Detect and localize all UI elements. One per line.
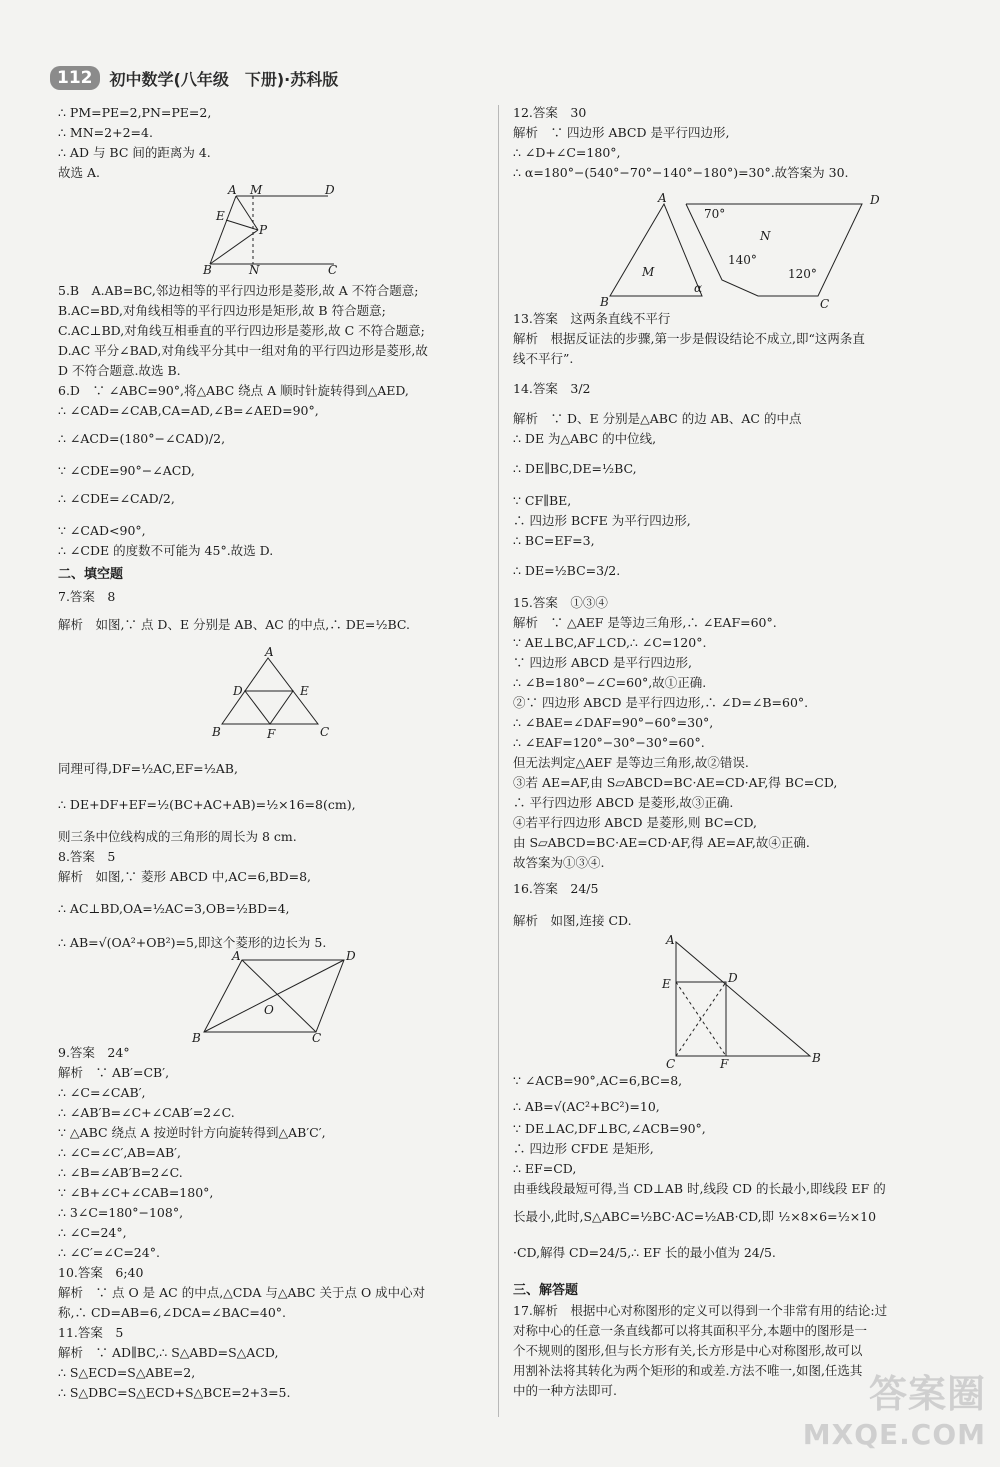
text-line: ∴ 平行四边形 ABCD 是菱形,故③正确. xyxy=(513,795,734,810)
fig16-label: D xyxy=(728,971,738,985)
figure-q8 xyxy=(188,948,368,1048)
text-line: 16.答案 24/5 xyxy=(513,881,599,896)
text-line: ∴ ∠D+∠C=180°, xyxy=(513,145,621,160)
fig12-label: B xyxy=(600,295,609,309)
text-line: ∴ AB=√(AC²+BC²)=10, xyxy=(513,1099,660,1114)
text-line: 6.D ∵ ∠ABC=90°,将△ABC 绕点 A 顺时针旋转得到△AED, xyxy=(58,383,409,398)
fig8-label: D xyxy=(346,949,356,963)
text-line: C.AC⊥BD,对角线互相垂直的平行四边形是菱形,故 C 不符合题意; xyxy=(58,323,425,338)
fig7-label: C xyxy=(320,725,330,739)
text-line: 解析 ∵ AD∥BC,∴ S△ABD=S△ACD, xyxy=(58,1345,279,1360)
text-line: 二、填空题 xyxy=(58,567,124,582)
fig4-label: B xyxy=(203,263,212,276)
text-line: ∵ DE⊥AC,DF⊥BC,∠ACB=90°, xyxy=(513,1121,706,1136)
text-line: 7.答案 8 xyxy=(58,589,116,604)
text-line: ∵ ∠ACB=90°,AC=6,BC=8, xyxy=(513,1073,683,1088)
text-line: ∴ α=180°−(540°−70°−140°−180°)=30°.故答案为 30. xyxy=(513,165,849,180)
text-line: 9.答案 24° xyxy=(58,1045,130,1060)
text-line: ∴ ∠ACD=(180°−∠CAD)/2, xyxy=(58,431,226,446)
text-line: ∵ ∠B+∠C+∠CAB=180°, xyxy=(58,1185,214,1200)
fig4-label: M xyxy=(250,184,263,197)
text-line: 用割补法将其转化为两个矩形的和或差.方法不唯一,如图,任选其 xyxy=(513,1363,863,1378)
fig12-label: α xyxy=(694,281,703,295)
text-line: 由垂线段最短可得,当 CD⊥AB 时,线段 CD 的长最小,即线段 EF 的 xyxy=(513,1181,886,1196)
text-line: ∴ DE=½BC=3/2. xyxy=(513,563,621,578)
text-line: ∴ ∠C=24°, xyxy=(58,1225,127,1240)
text-line: D 不符合题意.故选 B. xyxy=(58,363,181,378)
text-line: 解析 ∵ △AEF 是等边三角形,∴ ∠EAF=60°. xyxy=(513,615,777,630)
fig4-label: A xyxy=(228,184,237,197)
fig16-label: E xyxy=(662,977,671,991)
text-line: ∴ ∠CAD=∠CAB,CA=AD,∠B=∠AED=90°, xyxy=(58,403,319,418)
text-line: ∵ ∠CDE=90°−∠ACD, xyxy=(58,463,195,478)
text-line: 17.解析 根据中心对称图形的定义可以得到一个非常有用的结论:过 xyxy=(513,1303,888,1318)
fig8-label: A xyxy=(232,949,241,963)
fig12-label: D xyxy=(870,193,880,207)
text-line: 故选 A. xyxy=(58,165,100,180)
text-line: 13.答案 这两条直线不平行 xyxy=(513,311,671,326)
text-line: ∴ AD 与 BC 间的距离为 4. xyxy=(58,145,211,160)
fig16-label: A xyxy=(666,933,675,947)
text-line: ∵ 四边形 ABCD 是平行四边形, xyxy=(513,655,692,670)
fig12-label: C xyxy=(820,297,830,311)
text-line: ∵ CF∥BE, xyxy=(513,493,572,508)
text-line: ∴ DE∥BC,DE=½BC, xyxy=(513,461,637,476)
text-line: 线不平行”. xyxy=(513,351,574,366)
text-line: ∴ EF=CD, xyxy=(513,1161,577,1176)
fig12-label: 120° xyxy=(788,267,817,281)
text-line: ∵ ∠CAD<90°, xyxy=(58,523,146,538)
text-line: ∵ AE⊥BC,AF⊥CD,∴ ∠C=120°. xyxy=(513,635,707,650)
fig7-label: D xyxy=(233,684,243,698)
figure-q4 xyxy=(198,184,348,276)
text-line: 8.答案 5 xyxy=(58,849,116,864)
text-line: 11.答案 5 xyxy=(58,1325,124,1340)
text-line: 解析 ∵ 点 O 是 AC 的中点,△CDA 与△ABC 关于点 O 成中心对 xyxy=(58,1285,426,1300)
fig7-label: A xyxy=(265,645,274,659)
figure-q12 xyxy=(598,192,888,312)
text-line: ∴ MN=2+2=4. xyxy=(58,125,153,140)
book-title: 初中数学(八年级 下册)·苏科版 xyxy=(109,69,339,89)
watermark xyxy=(803,1363,986,1451)
fig16-label: F xyxy=(720,1057,729,1071)
text-line: 10.答案 6;40 xyxy=(58,1265,144,1280)
text-line: ∴ ∠B=180°−∠C=60°,故①正确. xyxy=(513,675,707,690)
text-line: 解析 如图,∵ 菱形 ABCD 中,AC=6,BD=8, xyxy=(58,869,311,884)
text-line: ∴ ∠CDE=∠CAD/2, xyxy=(58,491,175,506)
watermark-logo-text: 答案圈 xyxy=(868,1372,986,1416)
text-line: 对称中心的任意一条直线都可以将其面积平分,本题中的图形是一 xyxy=(513,1323,867,1338)
fig4-label: N xyxy=(249,263,260,276)
text-line: ④若平行四边形 ABCD 是菱形,则 BC=CD, xyxy=(513,815,757,830)
text-line: ②∵ 四边形 ABCD 是平行四边形,∴ ∠D=∠B=60°. xyxy=(513,695,809,710)
text-line: 15.答案 ①③④ xyxy=(513,595,608,610)
fig4-label: E xyxy=(216,209,225,223)
text-line: ∴ 3∠C=180°−108°, xyxy=(58,1205,184,1220)
text-line: ∴ ∠CDE 的度数不可能为 45°.故选 D. xyxy=(58,543,274,558)
text-line: 12.答案 30 xyxy=(513,105,587,120)
text-line: 但无法判定△AEF 是等边三角形,故②错误. xyxy=(513,755,749,770)
text-line: 解析 如图,∵ 点 D、E 分别是 AB、AC 的中点,∴ DE=½BC. xyxy=(58,617,410,632)
text-line: ∴ ∠AB′B=∠C+∠CAB′=2∠C. xyxy=(58,1105,235,1120)
text-line: ∴ S△DBC=S△ECD+S△BCE=2+3=5. xyxy=(58,1385,291,1400)
text-line: 同理可得,DF=½AC,EF=½AB, xyxy=(58,761,238,776)
text-line: ③若 AE=AF,由 S▱ABCD=BC·AE=CD·AF,得 BC=CD, xyxy=(513,775,838,790)
fig4-label: D xyxy=(325,184,335,197)
fig7-label: E xyxy=(300,684,309,698)
fig12-label: 70° xyxy=(704,207,726,221)
text-line: 解析 ∵ AB′=CB′, xyxy=(58,1065,170,1080)
text-line: ∴ ∠C=∠CAB′, xyxy=(58,1085,146,1100)
text-line: 长最小,此时,S△ABC=½BC·AC=½AB·CD,即 ½×8×6=½×10 xyxy=(513,1209,877,1224)
fig12-label: M xyxy=(642,265,655,279)
text-line: 解析 如图,连接 CD. xyxy=(513,913,632,928)
figure-q7 xyxy=(206,644,336,740)
fig16-label: C xyxy=(666,1057,676,1071)
text-line: 14.答案 3/2 xyxy=(513,381,591,396)
text-line: B.AC=BD,对角线相等的平行四边形是矩形,故 B 符合题意; xyxy=(58,303,386,318)
text-line: ∴ ∠EAF=120°−30°−30°=60°. xyxy=(513,735,705,750)
text-line: ∴ ∠C=∠C′,AB=AB′, xyxy=(58,1145,181,1160)
page-number: 112 xyxy=(50,66,100,90)
watermark-url: MXQE.COM xyxy=(802,1418,986,1451)
text-line: ∴ DE 为△ABC 的中位线, xyxy=(513,431,657,446)
fig12-label: A xyxy=(658,192,667,205)
text-line: 三、解答题 xyxy=(513,1283,579,1298)
text-line: ∴ S△ECD=S△ABE=2, xyxy=(58,1365,196,1380)
text-line: 称,∴ CD=AB=6,∠DCA=∠BAC=40°. xyxy=(58,1305,287,1320)
fig12-label: 140° xyxy=(728,253,757,267)
fig7-label: B xyxy=(212,725,221,739)
text-line: D.AC 平分∠BAD,对角线平分其中一组对角的平行四边形是菱形,故 xyxy=(58,343,428,358)
text-line: ∴ 四边形 CFDE 是矩形, xyxy=(513,1141,654,1156)
text-line: 解析 ∵ D、E 分别是△ABC 的边 AB、AC 的中点 xyxy=(513,411,802,426)
fig16-label: B xyxy=(812,1051,821,1065)
text-line: ∴ BC=EF=3, xyxy=(513,533,595,548)
text-line: ∴ 四边形 BCFE 为平行四边形, xyxy=(513,513,691,528)
text-line: 5.B A.AB=BC,邻边相等的平行四边形是菱形,故 A 不符合题意; xyxy=(58,283,419,298)
text-line: 故答案为①③④. xyxy=(513,855,605,870)
fig8-label: C xyxy=(312,1031,322,1045)
text-line: ∴ ∠B=∠AB′B=2∠C. xyxy=(58,1165,183,1180)
text-line: ∵ △ABC 绕点 A 按逆时针方向旋转得到△AB′C′, xyxy=(58,1125,326,1140)
fig4-label: C xyxy=(328,263,338,276)
text-line: 则三条中位线构成的三角形的周长为 8 cm. xyxy=(58,829,297,844)
text-line: 中的一种方法即可. xyxy=(513,1383,617,1398)
column-divider xyxy=(498,105,499,1417)
text-line: ∴ AB=√(OA²+OB²)=5,即这个菱形的边长为 5. xyxy=(58,935,327,950)
text-line: 个不规则的图形,但与长方形有关,长方形是中心对称图形,故可以 xyxy=(513,1343,863,1358)
page-header xyxy=(50,66,338,90)
text-line: ∴ DE+DF+EF=½(BC+AC+AB)=½×16=8(cm), xyxy=(58,797,356,812)
text-line: 由 S▱ABCD=BC·AE=CD·AF,得 AE=AF,故④正确. xyxy=(513,835,810,850)
figure-q16 xyxy=(656,932,836,1072)
fig12-label: N xyxy=(760,229,771,243)
text-line: ∴ AC⊥BD,OA=½AC=3,OB=½BD=4, xyxy=(58,901,290,916)
fig8-label: B xyxy=(192,1031,201,1045)
text-line: 解析 ∵ 四边形 ABCD 是平行四边形, xyxy=(513,125,730,140)
fig8-label: O xyxy=(264,1003,274,1017)
text-line: ∴ PM=PE=2,PN=PE=2, xyxy=(58,105,212,120)
text-line: ∴ ∠C′=∠C=24°. xyxy=(58,1245,160,1260)
fig4-label: P xyxy=(259,223,268,237)
text-line: 解析 根据反证法的步骤,第一步是假设结论不成立,即“这两条直 xyxy=(513,331,865,346)
text-line: ·CD,解得 CD=24/5,∴ EF 长的最小值为 24/5. xyxy=(513,1245,776,1260)
fig7-label: F xyxy=(267,727,276,740)
text-line: ∴ ∠BAE=∠DAF=90°−60°=30°, xyxy=(513,715,714,730)
